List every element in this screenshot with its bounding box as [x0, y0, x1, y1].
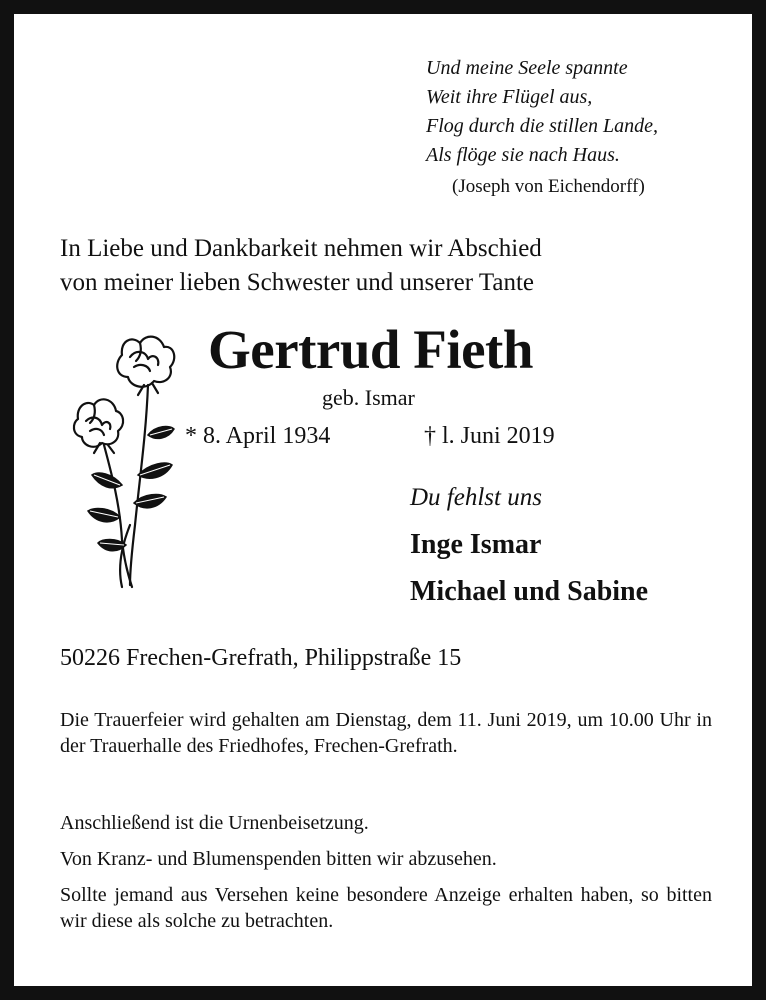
flowers-info: Von Kranz- und Blumenspenden bitten wir abzusehen.: [60, 848, 497, 870]
poem-author: (Joseph von Eichendorff): [452, 176, 645, 197]
poem-line: Und meine Seele spannte: [426, 57, 628, 79]
poem-line: Weit ihre Flügel aus,: [426, 86, 593, 108]
urn-info: Anschließend ist die Urnenbeisetzung.: [60, 812, 369, 834]
mourners-intro: Du fehlst uns: [410, 484, 542, 511]
poem: [426, 54, 658, 170]
notice-info: Sollte jemand aus Versehen keine besondere Anzeige erhalten haben, so bitten wir diese als solche zu betrachten.: [60, 884, 712, 932]
poem-line: Flog durch die stillen Lande,: [426, 115, 659, 137]
intro-text: [60, 232, 720, 300]
intro-line: von meiner lieben Schwester und unserer Tante: [60, 269, 535, 296]
rose-icon: [60, 325, 190, 590]
mourner-name: Inge Ismar: [410, 529, 542, 560]
death-date: † l. Juni 2019: [424, 423, 555, 449]
address: 50226 Frechen-Grefrath, Philippstraße 15: [60, 645, 462, 671]
deceased-name: Gertrud Fieth: [208, 319, 533, 380]
funeral-info: Die Trauerfeier wird gehalten am Dienstag, dem 11. Juni 2019, um 10.00 Uhr in der Trauerhalle des Friedhofes, Frechen-Grefrath.: [60, 709, 712, 757]
intro-line: In Liebe und Dankbarkeit nehmen wir Abschied: [60, 235, 542, 262]
birth-name: geb. Ismar: [322, 385, 415, 410]
mourner-name: Michael und Sabine: [410, 576, 649, 607]
poem-line: Als flöge sie nach Haus.: [426, 144, 620, 166]
birth-date: * 8. April 1934: [185, 423, 331, 449]
